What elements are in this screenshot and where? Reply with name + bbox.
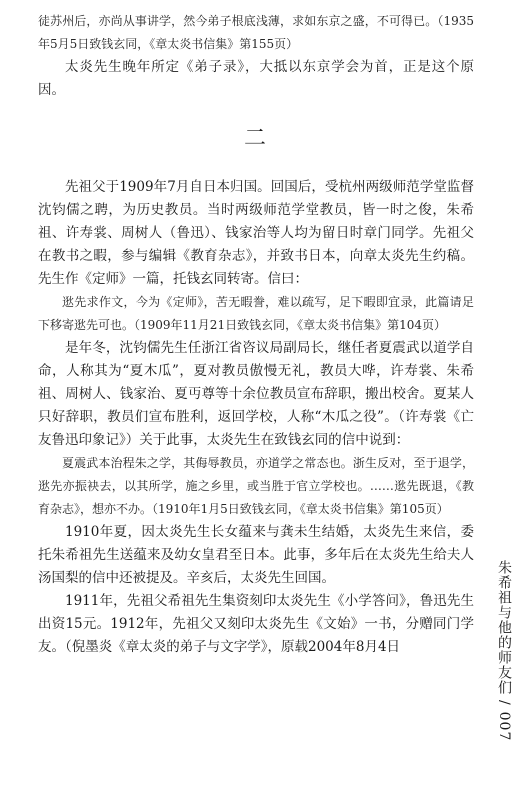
book-title: 朱希祖与他的师友们 xyxy=(496,560,512,695)
quote-carryover: 徒苏州后，亦尚从事讲学，然今弟子根底浅薄，求如东京之盛，不可得已。（1935年5月5日致钱玄同，《章太炎书信集》第155页） xyxy=(38,14,474,51)
quote-dingshi-letter: 逖先求作文，今为《定师》，苦无暇誊，难以疏写，足下暇即宜录，此篇请足下移寄逖先可也。（1909年11月21日致钱玄同，《章太炎书信集》第104页） xyxy=(38,295,474,332)
paragraph-1910-marriage: 1910年夏，因太炎先生长女蕴来与龚未生结婚，太炎先生来信，委托朱希祖先生送蕴来及幼女皇君至日本。此事，多年后在太炎先生给夫人汤国梨的信中还被提及。辛亥后，太炎先生回国。 xyxy=(38,524,474,586)
running-header-vertical xyxy=(494,560,514,741)
title-separator: / xyxy=(496,700,512,707)
page-body xyxy=(38,10,474,659)
paragraph-return-1909: 先祖父于1909年7月自日本归国。回国后，受杭州两级师范学堂监督沈钧儒之聘，为历史教员。当时两级师范学堂教员，皆一时之俊，朱希祖、许寿裳、周树人（鲁迅）、钱家治等人均为留日时章门同学。先祖父在教书之暇，参与编辑《教育杂志》，并致书日本，向章太炎先生约稿。先生作《定师》一篇，托钱玄同转寄。信曰： xyxy=(38,179,474,287)
page-number: 007 xyxy=(496,711,512,742)
paragraph-1911-printing: 1911年，先祖父希祖先生集资刻印太炎先生《小学答问》，鲁迅先生出资15元。1912年，先祖父又刻印太炎先生《文始》一书，分赠同门学友。（倪墨炎《章太炎的弟子与文字学》，原载2004年8月4日 xyxy=(38,593,474,655)
section-heading: 二 xyxy=(243,126,268,151)
paragraph-disciple-record: 太炎先生晚年所定《弟子录》，大抵以东京学会为首，正是这个原因。 xyxy=(38,59,474,98)
quote-xia-zhenwu-letter: 夏震武本治程朱之学，其侮辱教员，亦道学之常态也。浙生反对，至于退学，逖先亦振袂去，以其所学，施之乡里，或当胜于官立学校也。……逖先既退，《教育杂志》，想亦不办。（1910年1月5日致钱玄同，《章太炎书信集》第105页） xyxy=(38,456,474,516)
paragraph-mugua-incident: 是年冬，沈钧儒先生任浙江省咨议局副局长，继任者夏震武以道学自命，人称其为“夏木瓜”，夏对教员傲慢无礼，教员大哗，许寿裳、朱希祖、周树人、钱家治、夏丏尊等十余位教员宣布辞职，搬出校舍。夏某人只好辞职，教员们宣布胜利，返回学校，人称“木瓜之役”。（许寿裳《亡友鲁迅印象记》）关于此事，太炎先生在致钱玄同的信中说到： xyxy=(38,340,474,448)
